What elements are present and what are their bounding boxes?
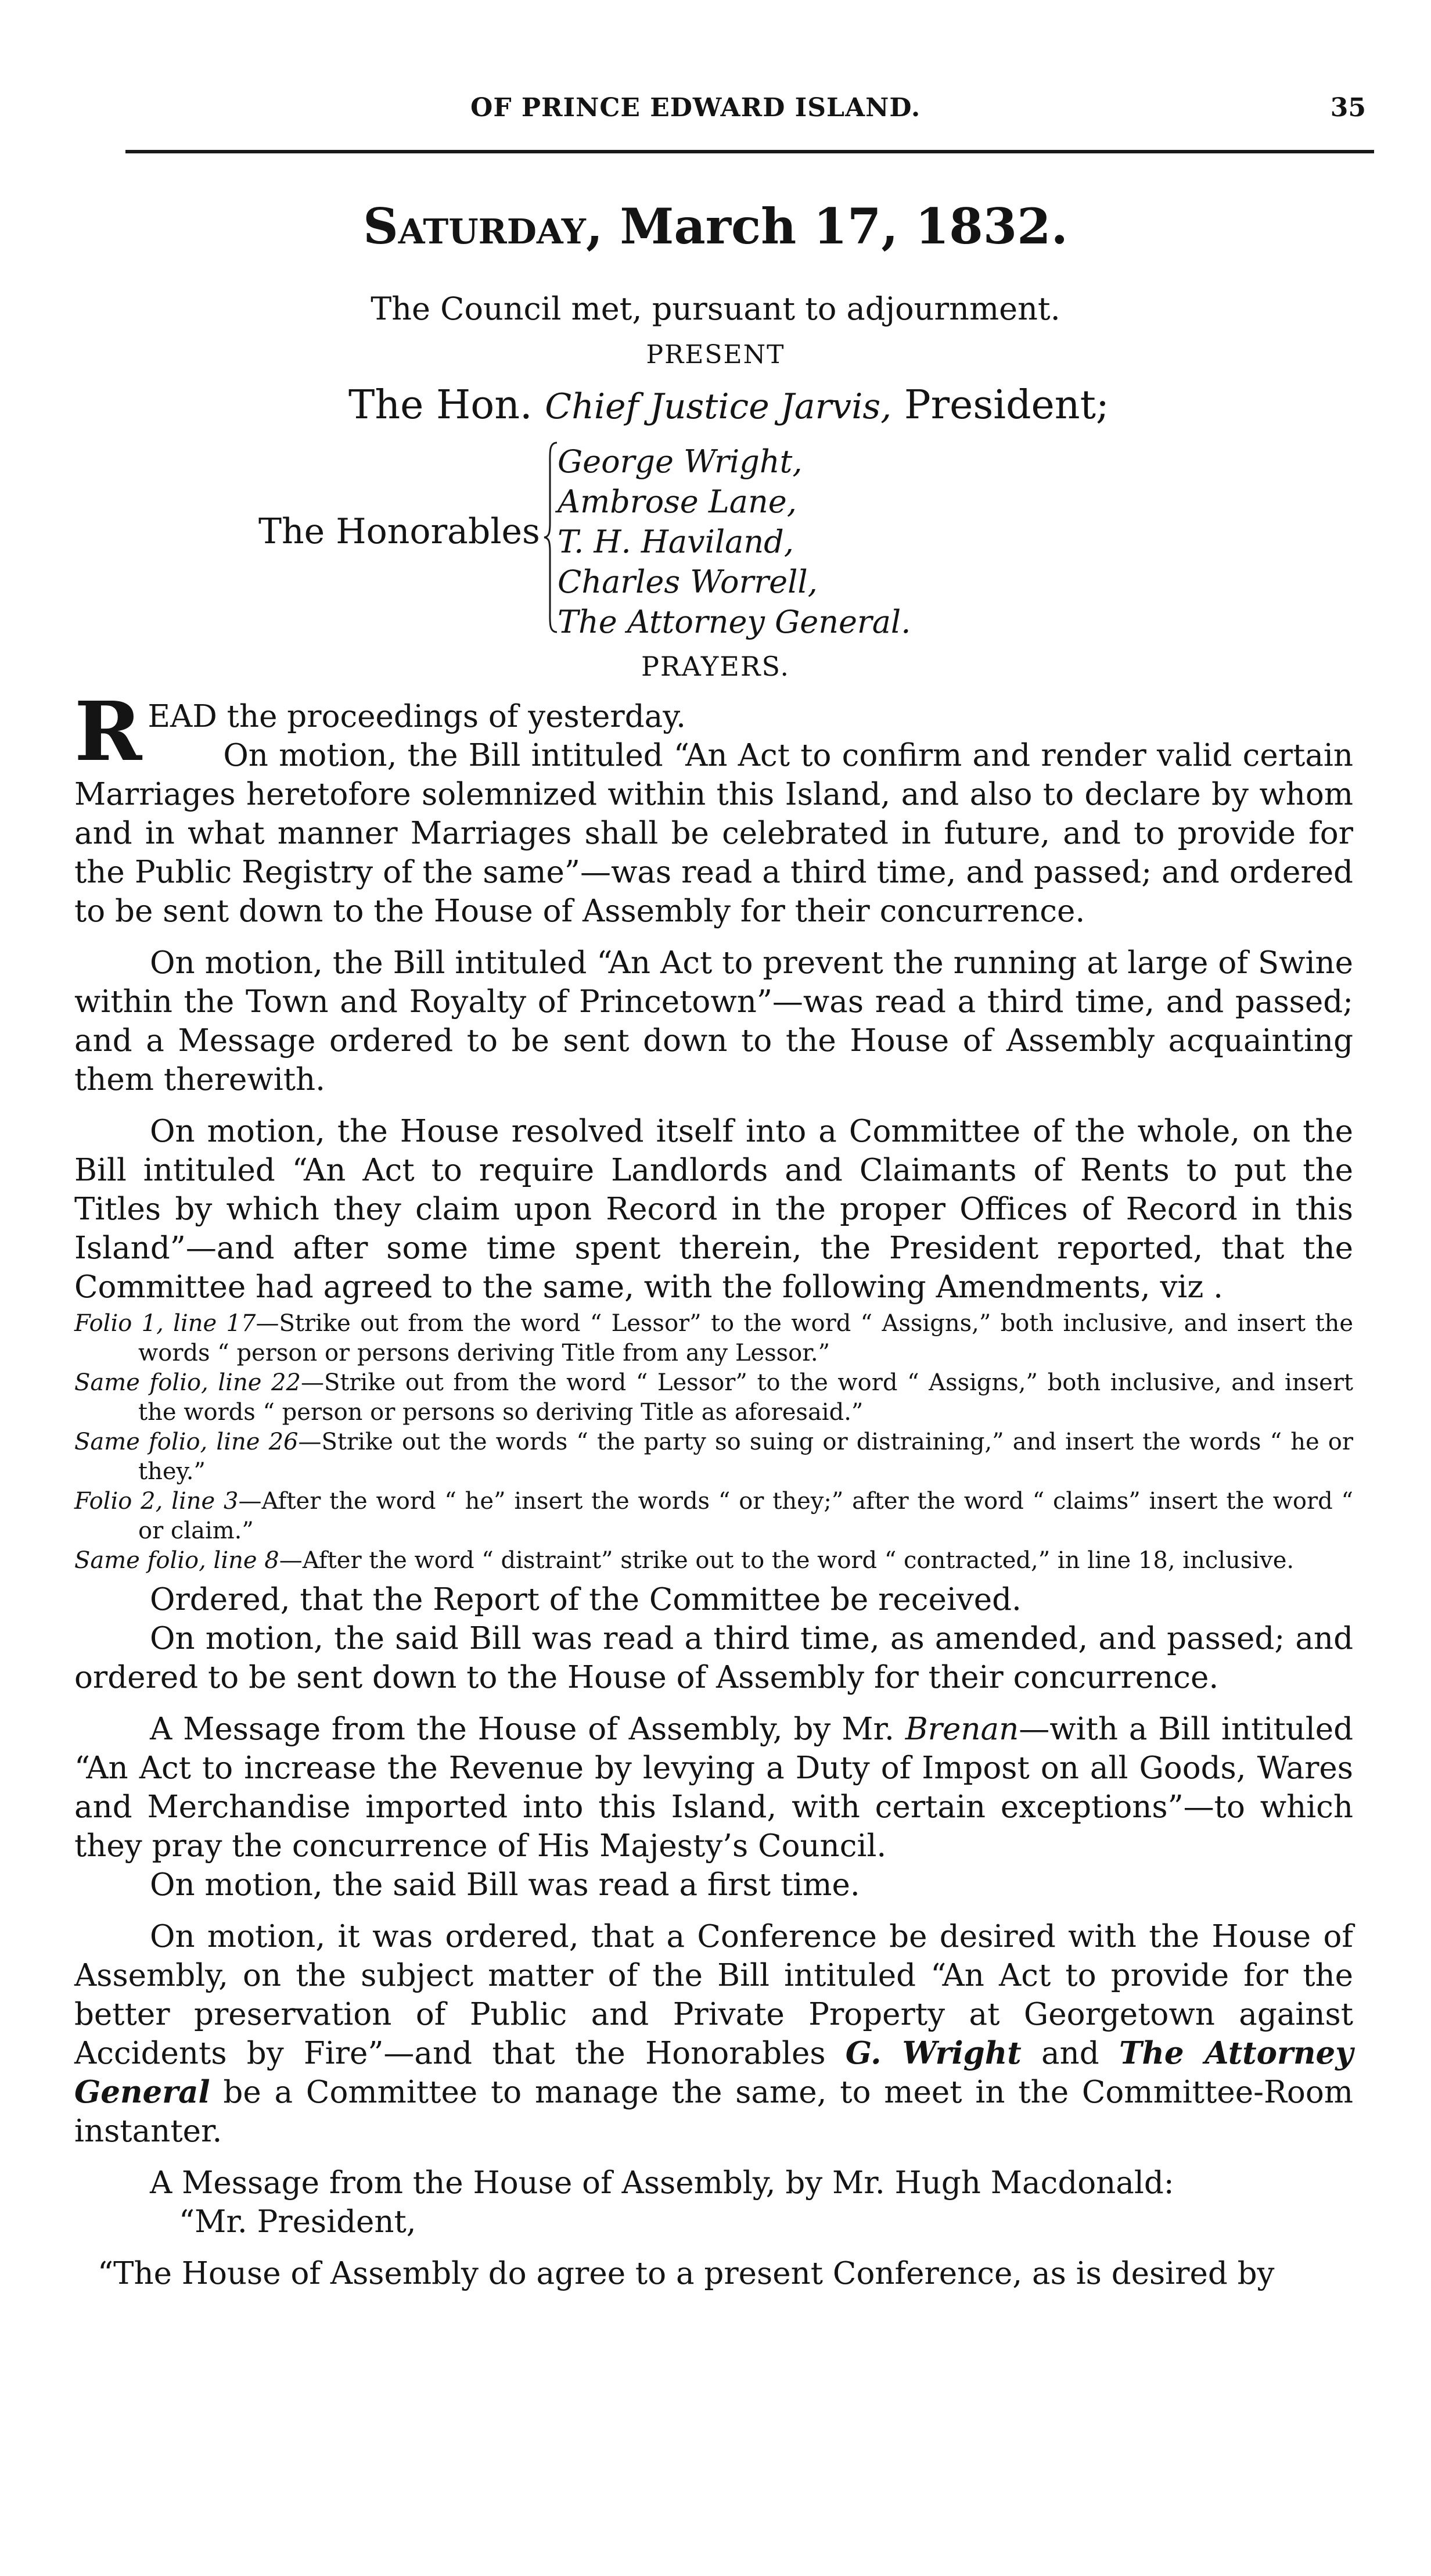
drop-cap: R	[74, 684, 142, 780]
conference-text: On motion, it was ordered, that a Conference be desired with the House of Assembly, on the subject matter of the Bill intituled “An Act to provide for the better preservation of Public and Private Property at Georgetown against Accidents by Fire”—and that the Honorables	[74, 1919, 1353, 2071]
committee-member: The Attorney General	[74, 2035, 1353, 2110]
amendment-item	[74, 1427, 1353, 1487]
amendment-text: —Strike out from the word “ Lessor” to the word “ Assigns,” both inclusive, and insert the words “ person or persons so deriving Title as aforesaid.”	[138, 1369, 1354, 1426]
amendment-text: —After the word “ he” insert the words “ or they;” after the word “ claims” insert the word “ or claim.”	[138, 1488, 1354, 1544]
paragraph-message-macdonald: A Message from the House of Assembly, by Mr. Hugh Macdonald:	[150, 2165, 1174, 2201]
president-line	[348, 382, 1109, 428]
paragraph-first-reading: On motion, the said Bill was read a first time.	[150, 1867, 860, 1903]
date-heading	[0, 198, 1431, 255]
honorable-item: T. H. Haviland,	[558, 523, 794, 560]
council-met-line: The Council met, pursuant to adjournment.	[371, 290, 1060, 327]
message-body: “The House of Assembly do agree to a present Conference, as is desired by	[98, 2256, 1275, 2291]
committee-member: G. Wright	[845, 2035, 1022, 2071]
paragraph-marriages-bill: On motion, the Bill intituled “An Act to confirm and render valid certain Marriages heretofore solemnized within this Island, and also to declare by whom and in what manner Marriages shall be celebrated in future, and to provide for the Public Registry of the same”—was read a third time, and passed; and ordered to be sent down to the House of Assembly for their concurrence.	[74, 738, 1353, 929]
page-number: 35	[1330, 93, 1366, 123]
conference-text: and	[1021, 2036, 1119, 2071]
amendment-item	[74, 1487, 1353, 1546]
running-title: OF PRINCE EDWARD ISLAND.	[470, 93, 921, 123]
president-title: President;	[904, 382, 1109, 428]
amendment-item	[74, 1368, 1353, 1427]
date-heading-day: Saturday	[363, 198, 586, 255]
prayers-label: PRAYERS.	[641, 651, 790, 682]
amendment-item	[74, 1309, 1353, 1368]
read-text: EAD the proceedings of yesterday.	[148, 699, 686, 734]
message-text: A Message from the House of Assembly, by Mr.	[150, 1712, 905, 1747]
president-name: Chief Justice Jarvis,	[545, 386, 892, 427]
message-salutation: “Mr. President,	[179, 2204, 416, 2240]
header-rule	[125, 150, 1374, 153]
honorable-item: George Wright,	[558, 443, 803, 480]
president-prefix: The Hon.	[348, 382, 533, 428]
date-heading-date: , March 17, 1832.	[585, 198, 1068, 255]
paragraph-conference	[74, 1917, 1353, 2151]
amendments-list	[74, 1309, 1353, 1576]
honorable-item: Charles Worrell,	[558, 564, 818, 600]
amendment-item	[74, 1546, 1353, 1576]
honorable-item: Ambrose Lane,	[558, 483, 797, 520]
paragraph-swine-bill: On motion, the Bill intituled “An Act to prevent the running at large of Swine within the Town and Royalty of Princetown”—was read a third time, and passed; and a Message ordered to be sent down to the House of Assembly acquainting them therewith.	[74, 945, 1353, 1097]
paragraph-committee-report: On motion, the House resolved itself into a Committee of the whole, on the Bill intituled “An Act to require Landlords and Claimants of Rents to put the Titles by which they claim upon Record in the proper Offices of Record in this Island”—and after some time spent therein, the President reported, that the Committee had agreed to the same, with the following Amendments, viz .	[74, 1114, 1353, 1305]
honorables-list	[558, 442, 911, 642]
message-text: —with a Bill intituled “An Act to increase the Revenue by levying a Duty of Impost on all Goods, Wares and Merchandise imported into this Island, with certain exceptions”—to which they pray the concurrence of His Majesty’s Council.	[74, 1712, 1353, 1864]
amendment-ref: Folio 2, line 3	[74, 1488, 239, 1515]
amendment-text: —Strike out the words “ the party so suing or distraining,” and insert the words “ he or they.”	[138, 1429, 1353, 1485]
paragraph-third-reading: On motion, the said Bill was read a third time, as amended, and passed; and ordered to be sent down to the House of Assembly for their concurrence.	[74, 1621, 1353, 1695]
amendment-text: —After the word “ distraint” strike out to the word “ contracted,” in line 18, inclusive.	[279, 1547, 1295, 1574]
conference-text: be a Committee to manage the same, to meet in the Committee-Room instanter.	[74, 2075, 1353, 2149]
messenger-name: Brenan	[905, 1712, 1019, 1747]
honorables-label: The Honorables	[258, 511, 540, 552]
amendment-ref: Same folio, line 22	[74, 1369, 301, 1396]
read-paragraph	[74, 684, 1353, 780]
amendment-ref: Same folio, line 8	[74, 1547, 279, 1574]
curly-brace-icon	[543, 442, 559, 633]
proceedings-body	[74, 684, 1354, 2306]
honorable-item: The Attorney General.	[558, 604, 911, 640]
paragraph-report-received: Ordered, that the Report of the Committee be received.	[150, 1582, 1022, 1617]
amendment-ref: Same folio, line 26	[74, 1429, 299, 1455]
present-label: PRESENT	[646, 340, 785, 369]
paragraph-message-brenan	[74, 1710, 1353, 1865]
amendment-ref: Folio 1, line 17	[74, 1310, 256, 1337]
amendment-text: —Strike out from the word “ Lessor” to the word “ Assigns,” both inclusive, and insert the words “ person or persons deriving Title from any Lessor.”	[138, 1310, 1353, 1366]
